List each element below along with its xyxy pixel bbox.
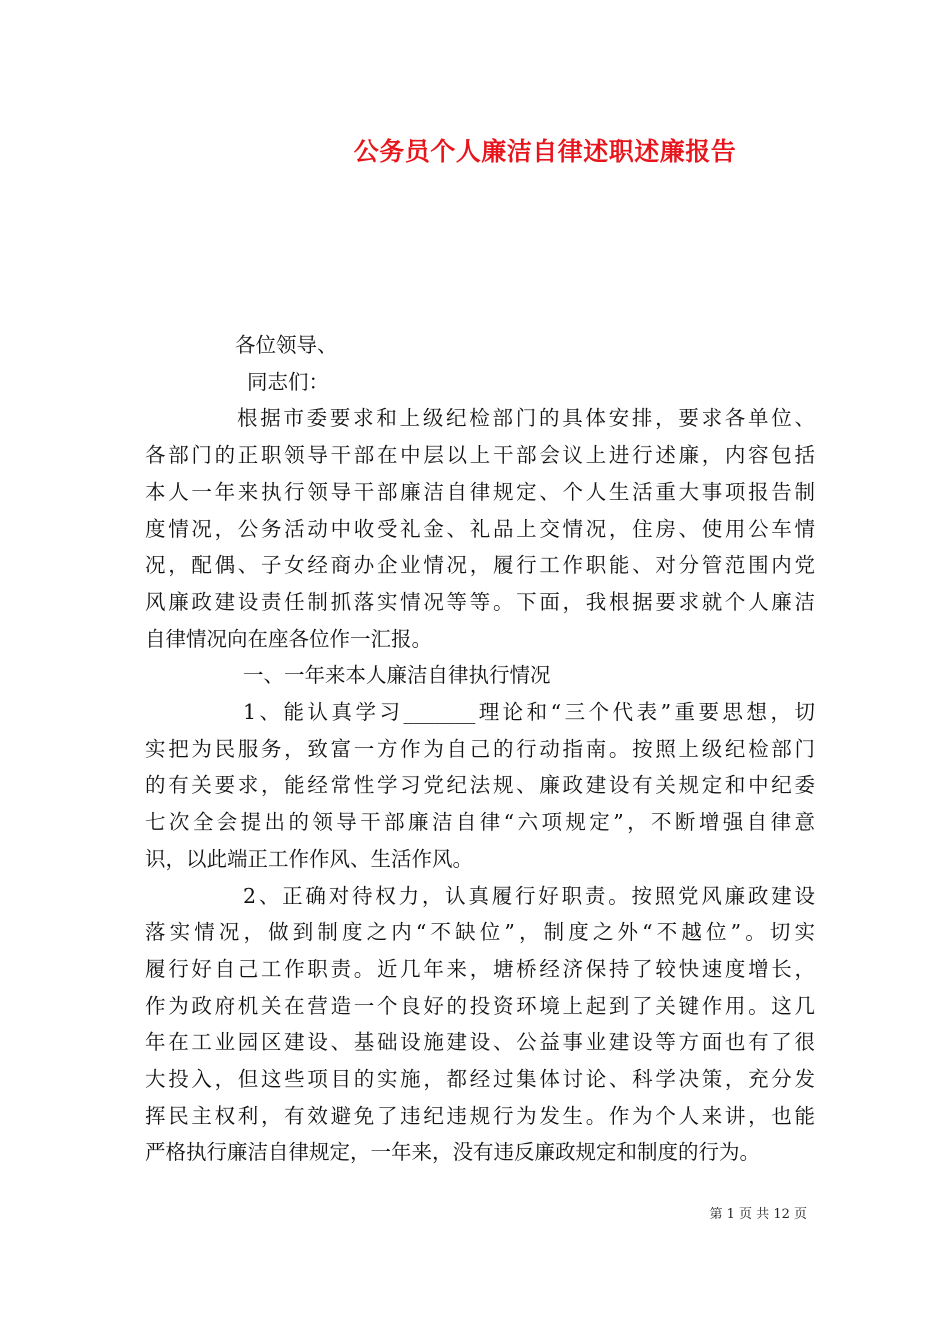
paragraph-line: 风廉政建设责任制抓落实情况等等。下面，我根据要求就个人廉洁 xyxy=(145,589,815,614)
paragraph-line: 况，配偶、子女经商办企业情况，履行工作职能、对分管范围内党 xyxy=(145,553,815,578)
paragraph-line: 识，以此端正工作作风、生活作风。 xyxy=(145,846,473,871)
paragraph-line: 各部门的正职领导干部在中层以上干部会议上进行述廉，内容包括 xyxy=(145,443,815,468)
document-body xyxy=(145,327,815,1171)
paragraph-line: 1、能认真学习_______理论和“三个代表”重要思想，切 xyxy=(243,700,815,725)
paragraph-line: 作为政府机关在营造一个良好的投资环境上起到了关键作用。这几 xyxy=(145,993,815,1018)
paragraph-line: 度情况，公务活动中收受礼金、礼品上交情况，住房、使用公车情 xyxy=(145,516,815,541)
page-number: 第 1 页 共 12 页 xyxy=(709,1207,807,1222)
paragraph-line: 七次全会提出的领导干部廉洁自律“六项规定”，不断增强自律意 xyxy=(145,810,815,835)
paragraph-line: 挥民主权利，有效避免了违纪违规行为发生。作为个人来讲，也能 xyxy=(145,1103,815,1128)
salutation-leaders: 各位领导、 xyxy=(235,333,338,357)
paragraph-line: 2、正确对待权力，认真履行好职责。按照党风廉政建设 xyxy=(243,883,815,908)
document-title: 公务员个人廉洁自律述职述廉报告 xyxy=(353,137,737,166)
paragraph-line: 的有关要求，能经常性学习党纪法规、廉政建设有关规定和中纪委 xyxy=(145,773,815,798)
paragraph-line: 根据市委要求和上级纪检部门的具体安排，要求各单位、 xyxy=(237,406,815,431)
paragraph-line: 大投入，但这些项目的实施，都经过集体讨论、科学决策，充分发 xyxy=(145,1067,815,1092)
paragraph-line: 履行好自己工作职责。近几年来，塘桥经济保持了较快速度增长， xyxy=(145,956,815,981)
paragraph-line: 本人一年来执行领导干部廉洁自律规定、个人生活重大事项报告制 xyxy=(145,479,815,504)
paragraph-line: 实把为民服务，致富一方作为自己的行动指南。按照上级纪检部门 xyxy=(145,736,815,761)
paragraph-line: 自律情况向在座各位作一汇报。 xyxy=(145,626,432,651)
paragraph-line: 落实情况，做到制度之内“不缺位”，制度之外“不越位”。切实 xyxy=(145,920,815,945)
section-heading: 一、一年来本人廉洁自律执行情况 xyxy=(243,663,551,688)
paragraph-line: 严格执行廉洁自律规定，一年来，没有违反廉政规定和制度的行为。 xyxy=(145,1140,760,1165)
paragraph-line: 年在工业园区建设、基础设施建设、公益事业建设等方面也有了很 xyxy=(145,1030,815,1055)
salutation-comrades: 同志们： xyxy=(247,369,329,394)
